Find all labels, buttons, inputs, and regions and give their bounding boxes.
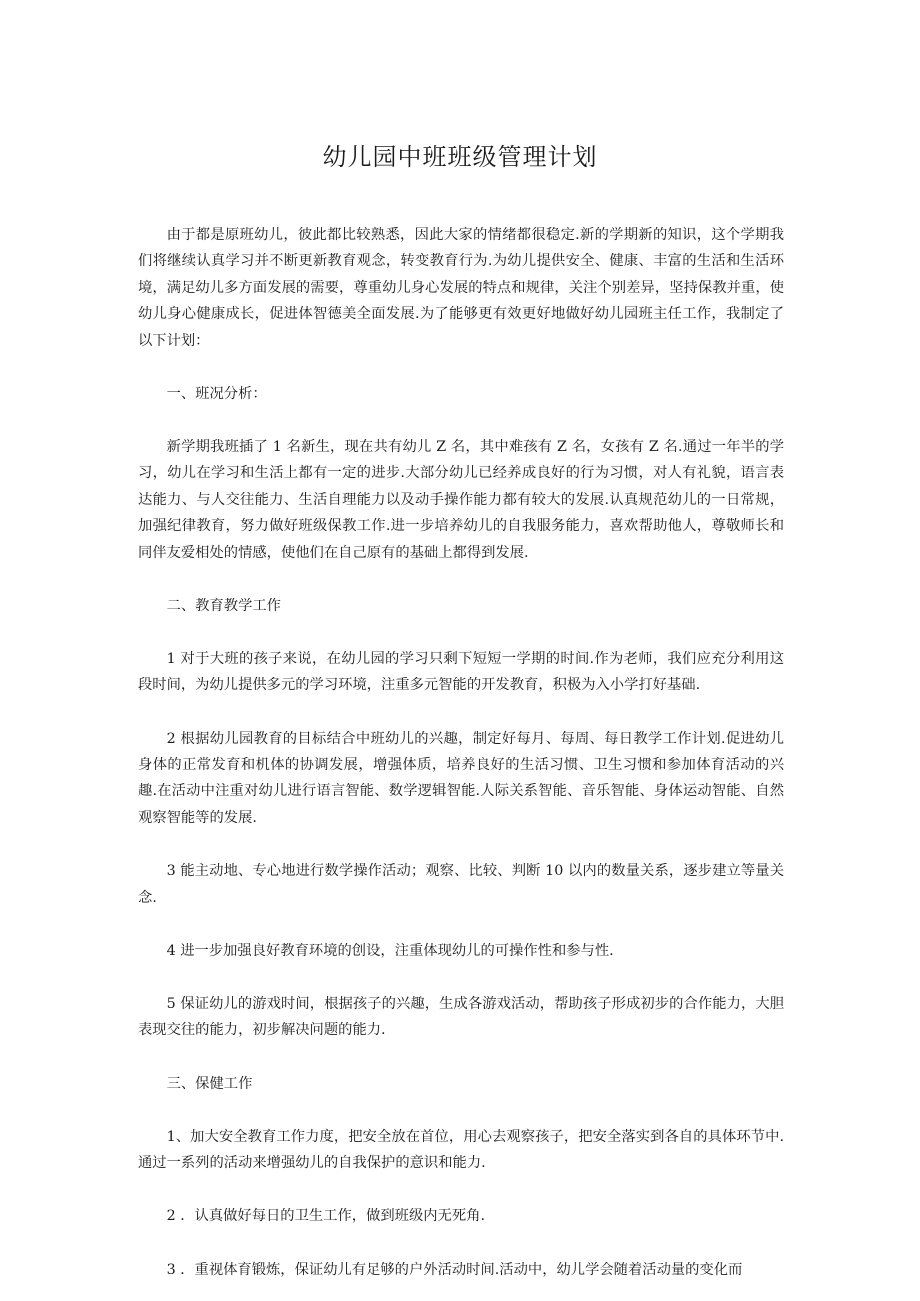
- document-title: 幼儿园中班班级管理计划: [322, 143, 598, 171]
- section-heading-teaching: 二、教育教学工作: [166, 597, 281, 614]
- document-body: [138, 222, 784, 1283]
- section-heading-class-analysis: 一、班况分析：: [166, 385, 267, 402]
- teaching-item: 3 能主动地、专心地进行数学操作活动；观察、比较、判断 10 以内的数量关系，逐步建立等量关念.: [138, 863, 784, 906]
- teaching-item: 2 根据幼儿园教育的目标结合中班幼儿的兴趣，制定好每月、每周、每日教学工作计划.促进幼儿身体的正常发育和机体的协调发展，增强体质，培养良好的生活习惯、卫生习惯和参加体育活动的兴趣.在活动中注重对幼儿进行语言智能、数学逻辑智能.人际关系智能、音乐智能、身体运动智能、自然观察智能等的发展.: [138, 730, 784, 826]
- teaching-item: 5 保证幼儿的游戏时间，根据孩子的兴趣，生成各游戏活动，帮助孩子形成初步的合作能力，大胆表现交往的能力，初步解决问题的能力.: [138, 995, 784, 1039]
- section-heading-health: 三、保健工作: [166, 1075, 253, 1092]
- health-item: 3 ．重视体育锻炼，保证幼儿有足够的户外活动时间.活动中，幼儿学会随着活动量的变化而: [166, 1261, 743, 1278]
- health-item: 1、加大安全教育工作力度，把安全放在首位，用心去观察孩子，把安全落实到各自的具体环节中.通过一系列的活动来增强幼儿的自我保护的意识和能力.: [138, 1128, 784, 1172]
- teaching-item: 4 进一步加强良好教育环境的创设，注重体现幼儿的可操作性和参与性.: [166, 942, 614, 959]
- class-analysis-paragraph: 新学期我班插了 1 名新生，现在共有幼儿 Z 名，其中难孩有 Z 名，女孩有 Z 名.通过一年半的学习，幼儿在学习和生活上都有一定的进步.大部分幼儿已经养成良好的行为习惯，对人有礼貌，语言表达能力、与人交往能力、生活自理能力以及动手操作能力都有较大的发展.认真规范幼儿的一日常规，加强纪律教育，努力做好班级保教工作.进一步培养幼儿的自我服务能力，喜欢帮助他人，尊敬师长和同伴友爱相处的情感，使他们在自己原有的基础上都得到发展.: [138, 439, 784, 561]
- health-item: 2 ．认真做好每日的卫生工作，做到班级内无死角.: [166, 1208, 486, 1225]
- intro-paragraph: 由于都是原班幼儿，彼此都比较熟悉，因此大家的情绪都很稳定.新的学期新的知识，这个学期我们将继续认真学习并不断更新教育观念，转变教育行为.为幼儿提供安全、健康、丰富的生活和生活环境，满足幼儿多方面发展的需要，尊重幼儿身心发展的特点和规律，关注个别差异，坚持保教并重，使幼儿身心健康成长，促进体智德美全面发展.为了能够更有效更好地做好幼儿园班主任工作，我制定了以下计划：: [138, 227, 784, 349]
- teaching-item: 1 对于大班的孩子来说，在幼儿园的学习只剩下短短一学期的时间.作为老师，我们应充分利用这段时间，为幼儿提供多元的学习环境，注重多元智能的开发教育，积极为入小学打好基础.: [138, 651, 784, 694]
